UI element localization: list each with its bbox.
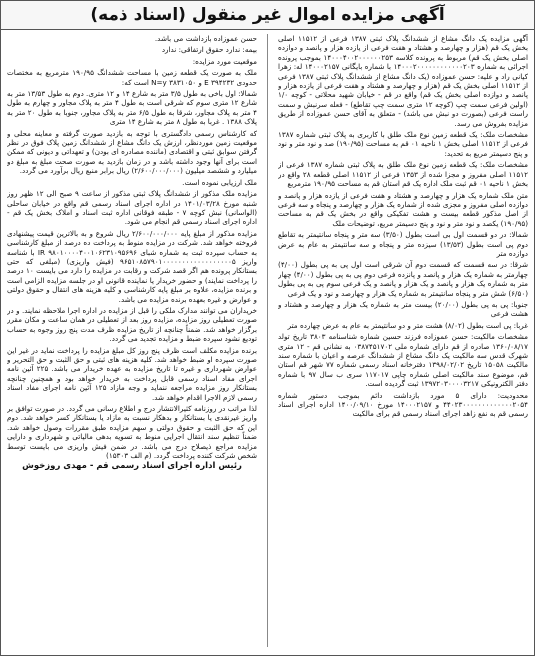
paragraph: شمالا: در دو قسمت اول بی است بطول (۳/۵۰) سه متر و پنجاه سانتیمتر به تقاطع دوم پی است بطول (۱۳/۵۳) سیزده متر و پنجاه و سه سانتیمتر به عام به عرض دوازده متر <box>278 230 528 258</box>
paragraph: ملک به صورت یک قطعه زمین با مساحت ششدانگ ۱۹۰/۹۵ مترمربع به مختصات حدودی ۳۹۴۲۳۲ E و ۳۸۳۱۰۵۰ N=y است که: <box>7 68 257 87</box>
paragraph: بیمه: ندارد حقوق ارتفاقی: ندارد <box>161 45 257 55</box>
paragraph: شمالا: اول باخی به طول ۳/۵ متر به شارع ۱۴ و ۱۲ متری. دوم به طول ۱۳/۵۳ متر به شارع ۱۲ متری سوم که شرقی است به طول ۴ متر به پلاک مجاور و چهارم به طول ۴ متر به پلاک مجاور، شرقا به طول ۶/۵ متر به پلاک مجاور، جنوبا به طول ۲۰ متر به پلاک ۱۳۸۸ . غربا به طول ۸ متر به شارع ۱۴ متری <box>7 89 257 127</box>
paragraph: خریداران می توانند مدارک ملکی را قبل از مزایده در اداره اجرا ملاحظه نمایند. و در صورت تعطیلی روز مزایده، مزایده روز بعد از تعطیلی در همان ساعت و مکان مقرر برگزار خواهد شد. ضمناً چنانچه از تاریخ مزایده ظرف مدت پنج روز وجوه به حساب تودیع نشود سپرده ضبط و مزایده تجدید می گردد. <box>7 305 257 344</box>
paragraph: شرقا: در سه قسمت که قسمت دوم آن شرقی است اول پی به پی بطول (۴/۰۰) چهارمتر به شماره یک هزار و پانصد و پانزده فرعی دوم پی به پی بطول (۴/۰۰) چهار متر به شماره یک هزار و پانصد و یک هزار و پانصد و یک فرعی سوم پی به پی بطول (۶/۵۰) شش متر و پنجاه سانتیمتر به شماره یک هزار و چهارصد و نود و یک فرعی <box>278 260 528 298</box>
paragraph: مشخصات مالکیت: حسن عموزاده فرزند حسین شماره شناسنامه ۳۸۰۳ تاریخ تولد ۱۳۶۰/۰۸/۱۷ صادره از قم دارای شماره ملی ۰۳۸۷۴۵۱۷۰۲ به نشانی قم - ۱۲ متری شهرک قدس سه مالکیت یک دانگ مشاع از ششدانگ عرصه و اعیان با شماره سند مالکیت ۱۵۰۵۸ تاریخ ۱۳۹۸/۰۲/۰۲ دفترخانه اسناد رسمی شماره ۷۷ شهر قم استان قم، موضوع سند مالکیت اصلی شماره چاپی ۱۱۷۰۱۷ سری ب سال ۹۷ با شماره دفتر الکترونیکی ۱۳۹۷۲۰۳۰۰۰۰۳۲۱۷ ثبت گردیده است. <box>278 332 528 389</box>
paragraph: لذا مراتب در روزنامه کثیرالانتشار درج و اطلاع رسانی می گردد. در صورت توافق بر واریز غیرنقدی یا بستانکار و بدهکار نسبت به مازاد یا بستانکار کسر خواهد شد. دوم این که حق الثبت و حقوق دولتی و سهم مزایده طبق مقررات وصول خواهد شد. ضمناً تنظیم سند انتقال اجرایی منوط به تسویه بدهی مالیاتی و شهرداری و دارایی مزایده مراجع ذیصلاح درج می باشد. در ضمن فیش واریزی می بایست توسط شخص شرکت کننده پرداخت گردد. (م الف ۱۵۳۰۳) <box>7 404 257 461</box>
paragraph: مزایده مذکور از مبلغ پایه ۲/۶۰۰/۰۰۰/۰۰۰ ریال شروع و به بالاترین قیمت پیشنهادی فروخته خواهد شد. شرکت در مزایده منوط به پرداخت ده درصد از مبلغ کارشناسی به حساب سپرده ثبت به شماره شبای IR ۹۸۰۱۰۰۰۰۴۰۰۱۰۶۲۳۱۰۹۵۶۹۶ با شناسه واریز ۹۶۵۱۰۸۵۷۹۰۱۰۰۰۰۰۰۰۰۰۰۰۰۰۰۰۰۰۰۵ (فیش واریزی) (مبلغی که حتی بستانکار پرونده هم اگر قصد شرکت و رقابت در مزایده را دارد می بایست ۱۰ درصد را پرداخت نمایند) و حضور خریدار یا نماینده قانونی او در جلسه مزایده الزامی است و برنده مزایده، علاوه بر مبلغ پایه کارشناسی و کلیه هزینه های انتقال و حقوق دولتی و عوارض و غیره بعهده برنده مزایده می باشد. <box>7 228 257 304</box>
paragraph: حسن عموزاده بازداشت می باشد. <box>154 34 257 43</box>
column-divider <box>267 34 268 647</box>
paragraph: مشخصات ملک: یک قطعه زمین نوع ملک طلق با کاربری به پلاک ثبتی شماره ۱۳۸۷ فرعی از ۱۱۵۱۲ اصلی بخش ۱ ناحیه ۰۱ قم به مساحت (۱۹۰/۹۵) صد و نود متر و نود و پنج دسیمتر مربع به تحدید: <box>278 130 528 158</box>
paragraph: مزایده ملک مذکور از ششدانگ پلاک ثبتی مذکور از ساعت ۹ صبح الی ۱۲ ظهر روز شنبه مورخ ۱۴۰۱/۰۳/۲۸ در اداره اجرای اسناد رسمی قم واقع در خیابان ساحلی (الواسانی) نبش کوچه ۷ - طبقه فوقانی اداره ثبت اسناد و املاک بخش یک قم - اداره اجرای اسناد رسمی قم انجام می شود. <box>7 189 257 227</box>
right-column <box>278 34 528 647</box>
paragraph: مشخصات ملک: یک قطعه زمین نوع ملک طلق به پلاک ثبتی شماره ۱۳۸۷ فرعی از ۱۱۵۱۲ اصلی مفروز و مجزا شده از ۱۳۵۳ فرعی از ۱۱۵۱۲ اصلی قطعه ۲۸ واقع در بخش ۱ ناحیه ۰۱ قم ثبت ملک اداره یک قم استان قم به مساحت ۱۹۰/۹۵ مترمربع <box>278 160 528 189</box>
signature-line: رئیس اداره اجرای اسناد رسمی قم - مهدی روزخوش <box>22 461 242 472</box>
paragraph: ملک ارزیابی نموده است. <box>182 177 257 187</box>
paragraph: موقعیت مورد مزایده: <box>192 56 257 66</box>
paragraph: که کارشناس رسمی دادگستری با توجه به بازدید صورت گرفته و معاینه محلی و موقعیت زمین موردنظر، ارزش یک دانگ مشاع از ششدانگ زمین پلاک فوق در نظر گرفتن سوابق ثبتی و اقتصادی (ماننده مصادره ای بودن) و تعهداتی و دیونی که ممکن است برای آنها وجود داشته باشد و در زمان بازدید به صورت صحت مبلغ به مبلغ دو میلیارد و ششصد میلیون (۲/۶۰۰/۰۰۰/۰۰۰) ریال برابر منبع ریال برآورد می گردد. <box>7 128 257 176</box>
paragraph: آگهی مزایده یک دانگ مشاع از ششدانگ پلاک ثبتی ۱۳۸۷ فرعی از ۱۱۵۱۲ اصلی بخش یک قم (هزار و چهارصد و هشتاد و هفت فرعی از یازده هزار و پانصد و دوازده اصلی بخش یک قم) مربوط به پرونده کلاسه ۱۴۰۰۰۴۰۰۲۰۰۰۰۰۰۲۵۳ بموجب پرونده اجرائی به شماره ۱۴۰۰۰۲۰۰۰۰۰۰۰۰۰۰۰۰۲۰۳ با شماره بایگانی ۱۴۰۰۰۲۱۵۷ له: زهرا کیانی راد و علیه: حسن عموزاده (یک دانگ مشاع از ششدانگ پلاک ثبتی ۱۳۸۷ فرعی از ۱۱۵۱۲ اصلی بخش یک قم (هزار و چهارصد و هشتاد و هفت فرعی از یازده هزار و پانصد و دوازده اصلی بخش یک قم) واقع در قم - خیابان شهید محلاتی - کوچه ۱/۰ (اولین فرعی سمت چپ (کوچه ۱۲ متری سمت چپ تقاطع) - فعله سرنبش و سمت راست فرعی (بصورت دو نبش می باشد) - متعلق به آقای حسن عموزاده از طریق مزایده بفروش می رسد. <box>278 34 528 128</box>
notice-header <box>1 1 534 30</box>
paragraph: برنده مزایده مکلف است ظرف پنج روز کل مبلغ مزایده را پرداخت نماید در غیر این صورت سپرده او ضبط خواهد شد. کلیه هزینه های ثبتی و حق الثبت و حق التحریر و عوارض شهرداری و غیره تا تاریخ مزایده به عهده خریدار می باشد. ۲۲۵ آئین نامه اجرای مفاد اسناد رسمی قابل پرداخت به خریدار خواهد بود و همچنین چنانچه بستانکار روز مزایده مراجعه ننماید و وجه مازاد ۱۲۵ آئین نامه اجرای مفاد اسناد رسمی لازم الاجرا اقدام خواهد شد. <box>7 345 257 402</box>
notice-title: آگهی مزایده اموال غیر منقول (اسناد ذمه) <box>90 5 445 25</box>
paragraph: محدودیت: دارای ۵ مورد بازداشت دائم بموجب دستور شماره ۴۴۰۲۳۰۰۰۰۰۰۰۰۰۰۰۰۰۲۰۵۴ و ۱۴۰۰۰۲۱۵۷ مورخ ۱۴۰۰/۰۹/۱۰ اداره اجرای اسناد رسمی قم به نفع زاهد اجرای اسناد رسمی قم برای مالکیت <box>278 390 528 419</box>
paragraph: متن ملک شماره یک هزار و چهارصد و هشتاد و هفت فرعی از یازده هزار و پانصد و دوازده اصلی مفروز و مجزی شده از شماره یک هزار و چهارصد و پنجاه و سه فرعی از اصل مذکور قطعه بیست و هشت تفکیکی واقع در بخش یک قم به مساحت (۱۹۰/۹۵) یکصد و نود متر و نود و پنج دسیمتر مربع، توضیحات ملک <box>278 190 528 228</box>
paragraph: غربا: پی است بطول (۸/۰۲) هشت متر و دو سانتیمتر به عام به عرض چهارده متر <box>287 320 528 330</box>
notice-body <box>7 34 528 647</box>
left-column <box>7 34 257 647</box>
paragraph: جنوبا: پی به پی بطول (۲۰/۰۰) بیست متر به شماره یک هزار و چهارصد و هشتاد و هشت فرعی <box>278 299 528 319</box>
